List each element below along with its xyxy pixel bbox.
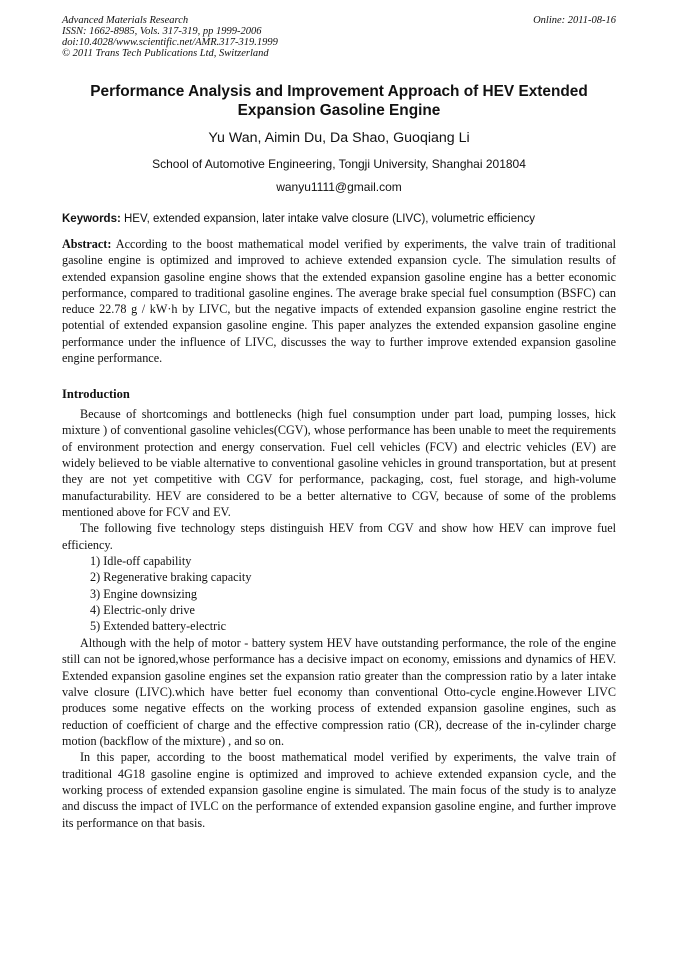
page-header (62, 15, 616, 59)
introduction-body (62, 406, 616, 831)
keywords-text: HEV, extended expansion, later intake valve closure (LIVC), volumetric efficiency (120, 213, 536, 225)
doi-line: doi:10.4028/www.scientific.net/AMR.317-319.1999 (62, 37, 278, 48)
list-item: 3) Engine downsizing (90, 586, 197, 601)
keywords (62, 213, 616, 225)
list-item: 5) Extended battery-electric (90, 619, 227, 634)
abstract-label: Abstract: (62, 237, 112, 251)
journal-name: Advanced Materials Research (62, 15, 189, 26)
intro-paragraph-3: Although with the help of motor - battery system HEV have outstanding performance, the role of the engine still can not be ignored,whose performance has a decisive impact on economy, emissions and dynamics of HEV. Extended expansion gasoline engines set the expansion ratio greater than the compression ratio by a later intake valve closure (LIVC).which have better fuel economy than conventional Otto-cycle engine.However LIVC produces some negative effects on the working process of extended expansion gasoline engines, such as reduction of coefficient of charge and the effective compression ratio (CR), decrease of the in-cylinder charge motion (backflow of the mixture) , and so on. (62, 635, 616, 748)
technology-steps-list (62, 553, 616, 635)
author-list: Yu Wan, Aimin Du, Da Shao, Guoqiang Li (208, 130, 470, 146)
intro-paragraph-1: Because of shortcomings and bottlenecks (high fuel consumption under part load, pumping losses, hick mixture ) of conventional gasoline vehicles(CGV), whose performance has been unable to meet the requirements of environment protection and energy conservation. Fuel cell vehicles (FCV) and electric vehicles (EV) are widely believed to be viable alternative to conventional gasoline vehicles in ground transportation, but at present they are not yet competitive with CGV for performance, packaging, cost, fuel storage, and high-volume manufacturability. HEV are considered to be a better alternative to CGV, because of some of the problems mentioned above for FCV and EV. (62, 407, 616, 520)
keywords-label: Keywords: (62, 213, 121, 225)
intro-paragraph-4: In this paper, according to the boost mathematical model verified by experiments, the valve train of traditional 4G18 gasoline engine is optimized and improved to achieve extended expansion cycle, and the working process of extended expansion gasoline engine is simulated. The main focus of the study is to analyze and discuss the impact of IVLC on the performance of extended expansion gasoline engine, and further improve its performance on that basis. (62, 750, 616, 830)
issn-line: ISSN: 1662-8985, Vols. 317-319, pp 1999-2006 (62, 26, 262, 37)
list-item: 1) Idle-off capability (90, 554, 192, 569)
abstract (62, 236, 616, 366)
list-item: 2) Regenerative braking capacity (90, 570, 252, 585)
intro-paragraph-2: The following five technology steps distinguish HEV from CGV and show how HEV can improve fuel efficiency. (62, 521, 616, 552)
copyright-line: © 2011 Trans Tech Publications Ltd, Switzerland (62, 48, 269, 59)
section-heading-introduction: Introduction (62, 387, 130, 401)
abstract-text: According to the boost mathematical model verified by experiments, the valve train of traditional gasoline engine is optimized and improved to achieve extended expansion cycle. The simulation results of extended expansion gasoline engine shows that the extended expansion gasoline engine has a better economic performance, compared to traditional gasoline engines. The average brake special fuel consumption (BSFC) can reduce 22.78 g / kW·h by LIVC, but the negative impacts of extended expansion gasoline engine restrict the potential of extended expansion gasoline engine. This paper analyzes the extended expansion gasoline engine performance under the influence of LIVC, discusses the way to further improve extended expansion gasoline engine performance. (62, 237, 616, 366)
author-email[interactable]: wanyu1111@gmail.com (276, 180, 402, 194)
affiliation: School of Automotive Engineering, Tongji University, Shanghai 201804 (152, 157, 526, 171)
online-date: Online: 2011-08-16 (533, 15, 616, 26)
list-item: 4) Electric-only drive (90, 603, 195, 618)
paper-title: Performance Analysis and Improvement Approach of HEV Extended Expansion Gasoline Engine (90, 83, 588, 119)
